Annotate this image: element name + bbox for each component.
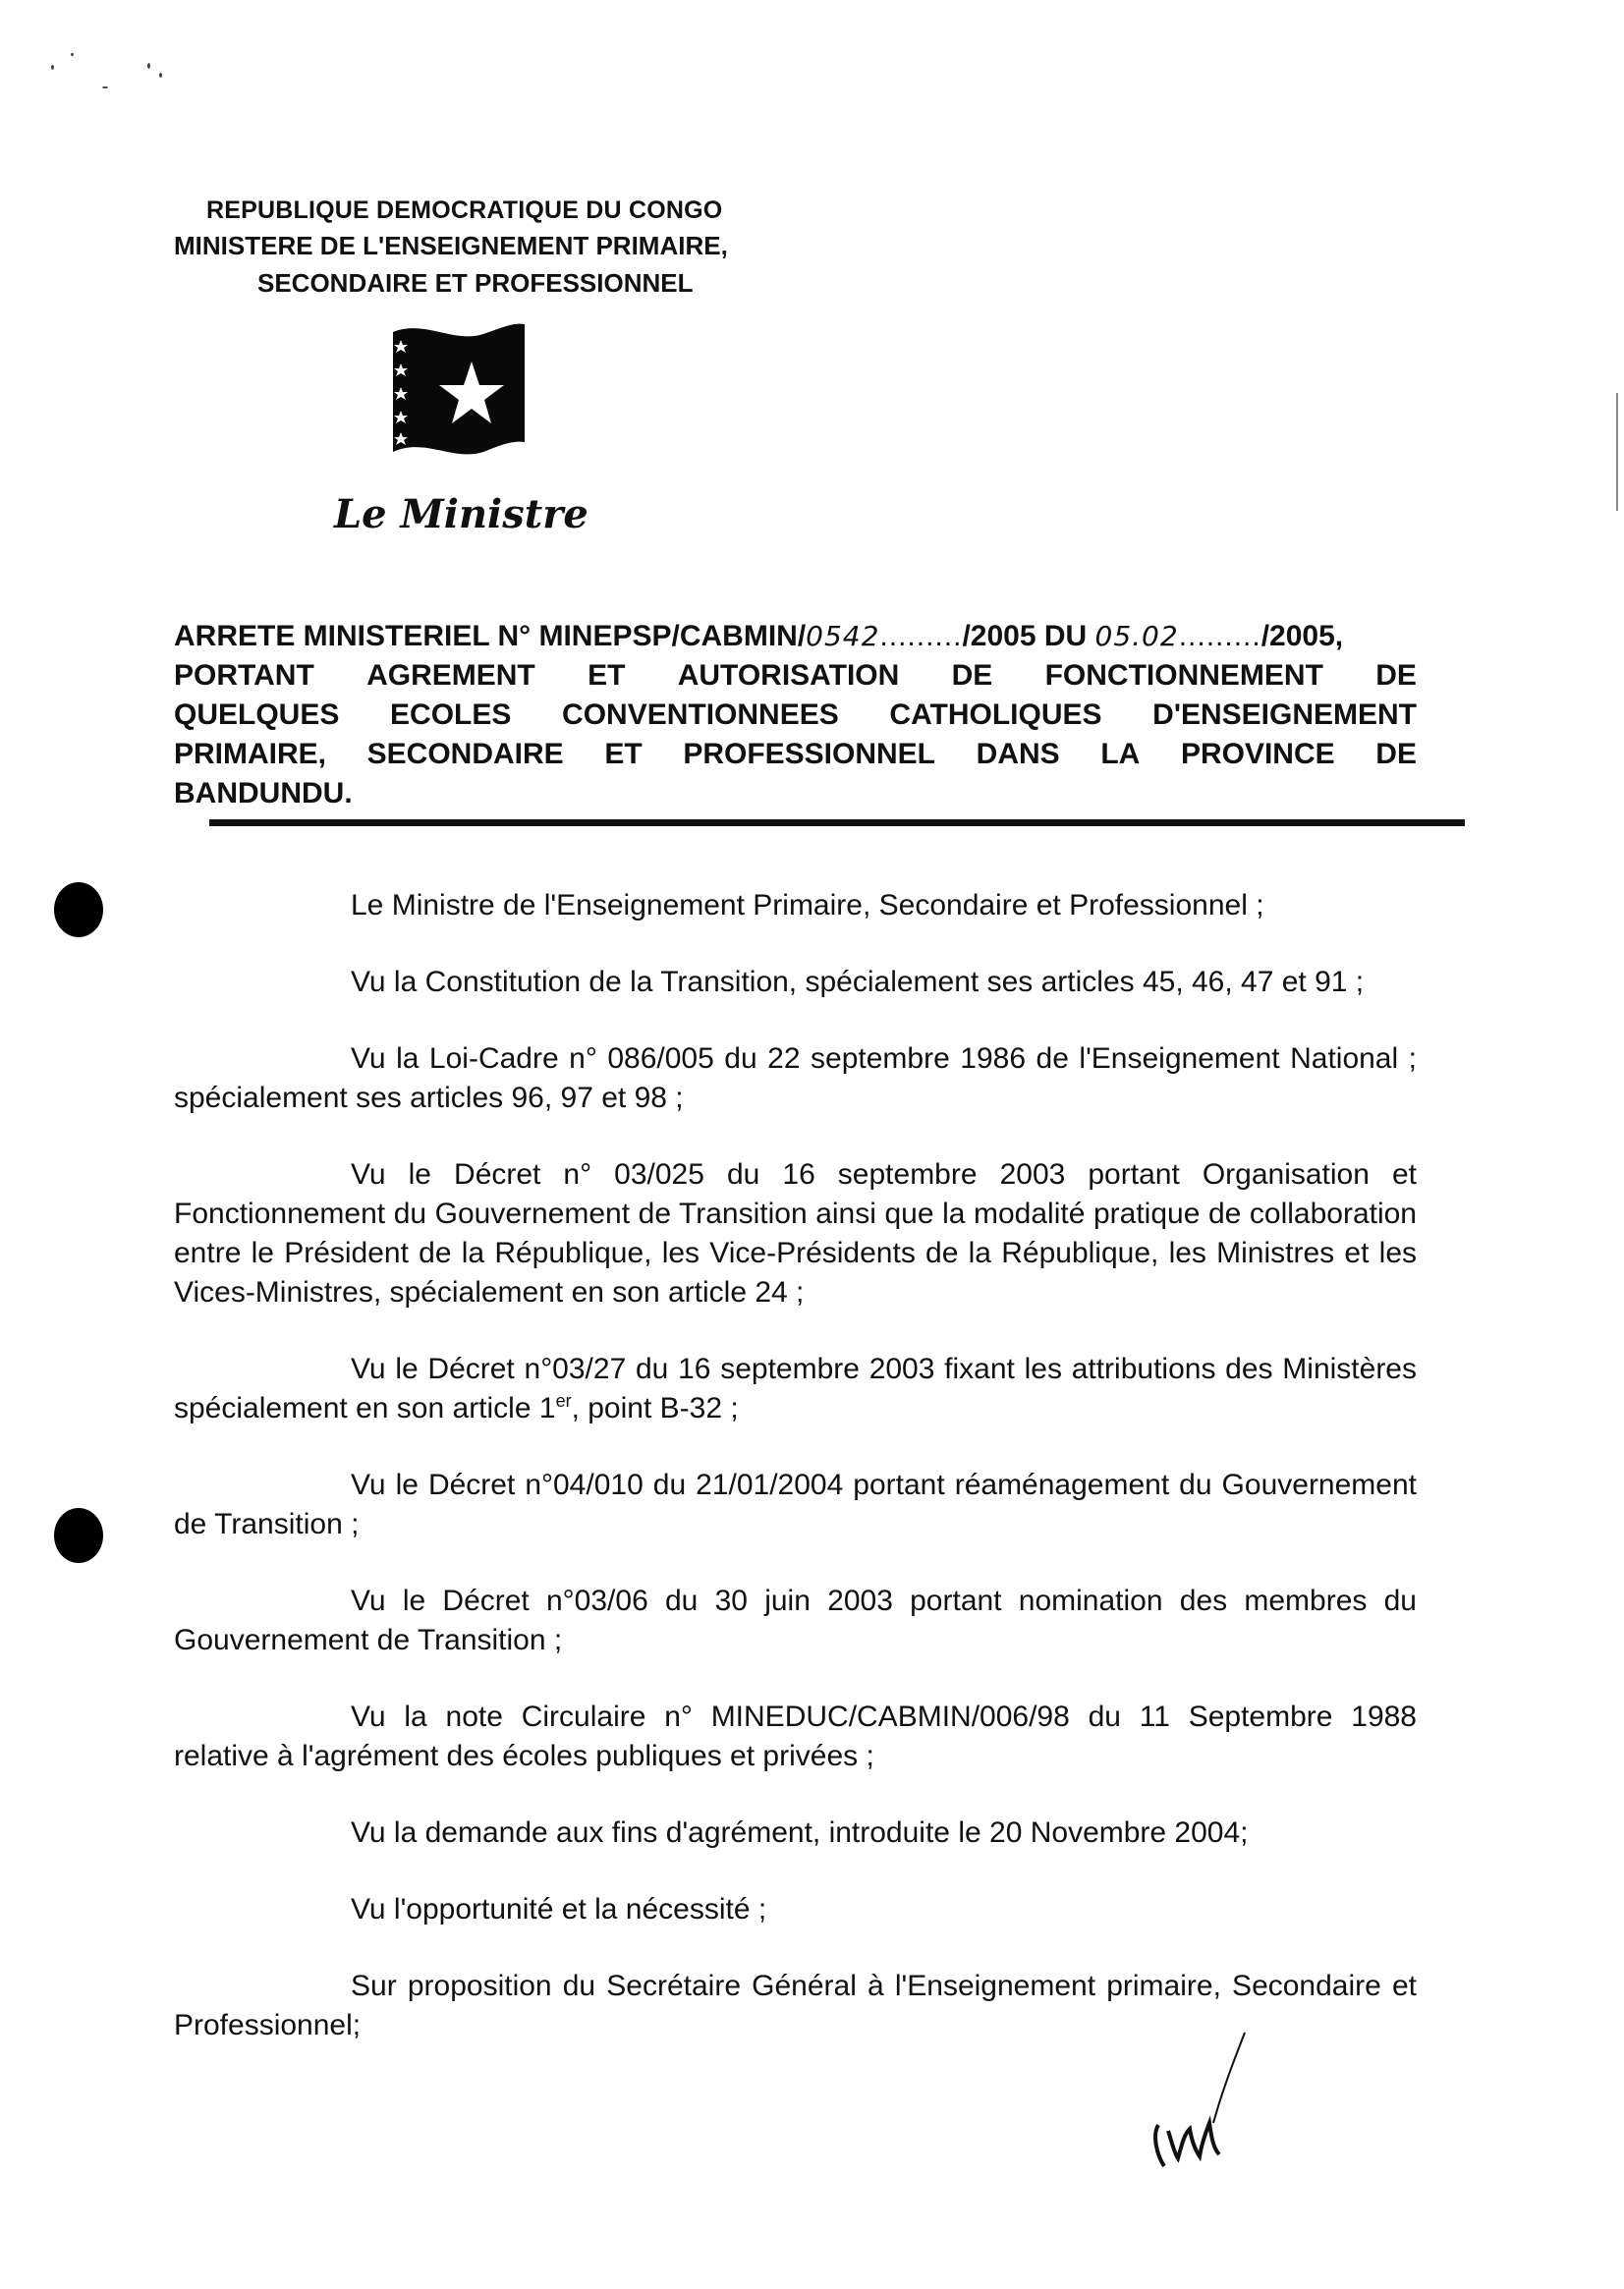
scan-speck <box>102 86 108 88</box>
country-name: REPUBLIQUE DEMOCRATIQUE DU CONGO <box>206 196 723 224</box>
handwritten-initials-icon <box>1145 2029 1253 2176</box>
decree-preamble <box>174 886 1417 2083</box>
flag-star-emblem-icon <box>385 314 532 472</box>
title-line-5: BANDUNDU. <box>174 777 353 810</box>
handwritten-number: 0542 <box>806 620 880 652</box>
scan-speck <box>51 65 54 70</box>
title-number-phrase: ARRETE MINISTERIEL N° MINEPSP/CABMIN/0542........./2005 DU 05.02........./2005, <box>174 620 1344 652</box>
title-line-2: PORTANT AGREMENT ET AUTORISATION DE FONCTIONNEMENT DE <box>174 659 1417 692</box>
preamble-paragraph: Vu le Décret n°03/06 du 30 juin 2003 portant nomination des membres du Gouvernement de Transition ; <box>174 1585 1417 1656</box>
preamble-paragraph: Vu la demande aux fins d'agrément, introduite le 20 Novembre 2004; <box>351 1816 1249 1849</box>
minister-heading: Le Ministre <box>334 491 588 537</box>
scan-speck <box>147 63 150 69</box>
ministry-name-line1: MINISTERE DE L'ENSEIGNEMENT PRIMAIRE, <box>174 231 728 260</box>
decree-title <box>174 617 1417 813</box>
punch-hole <box>54 882 103 937</box>
title-line-4: PRIMAIRE, SECONDAIRE ET PROFESSIONNEL DANS LA PROVINCE DE <box>174 738 1417 770</box>
handwritten-date: 05.02 <box>1094 620 1179 652</box>
preamble-paragraph: Vu la note Circulaire n° MINEDUC/CABMIN/006/98 du 11 Septembre 1988 relative à l'agrément des écoles publiques et privées ; <box>174 1701 1417 1772</box>
preamble-paragraph: Vu la Loi-Cadre n° 086/005 du 22 septembre 1986 de l'Enseignement National ; spécialement ses articles 96, 97 et 98 ; <box>174 1042 1417 1114</box>
ministry-name-line2: SECONDAIRE ET PROFESSIONNEL <box>257 268 694 298</box>
title-line-3: QUELQUES ECOLES CONVENTIONNEES CATHOLIQUES D'ENSEIGNEMENT <box>174 698 1417 731</box>
preamble-paragraph: Vu la Constitution de la Transition, spécialement ses articles 45, 46, 47 et 91 ; <box>351 966 1365 998</box>
preamble-paragraph: Vu le Décret n°04/010 du 21/01/2004 portant réaménagement du Gouvernement de Transition ; <box>174 1469 1417 1540</box>
punch-hole <box>54 1508 103 1563</box>
scan-speck <box>71 53 74 56</box>
preamble-paragraph: Vu le Décret n°03/27 du 16 septembre 2003 fixant les attributions des Ministères spécialement en son article 1er, point B-32 ; <box>174 1353 1417 1424</box>
preamble-paragraph: Le Ministre de l'Enseignement Primaire, Secondaire et Professionnel ; <box>351 889 1264 921</box>
preamble-paragraph: Sur proposition du Secrétaire Général à l'Enseignement primaire, Secondaire et Professionnel; <box>174 1970 1417 2041</box>
scan-edge-mark <box>1616 393 1618 511</box>
scan-speck <box>159 73 162 78</box>
preamble-paragraph: Vu le Décret n° 03/025 du 16 septembre 2003 portant Organisation et Fonctionnement du Gouvernement de Transition ainsi que la modalité pratique de collaboration entre le Président de la République, les Vice-Présidents de la République, les Ministres et les Vices-Ministres, spécialement en son article 24 ; <box>174 1158 1417 1309</box>
title-divider <box>209 819 1465 826</box>
title-line-1 <box>174 617 1417 656</box>
preamble-paragraph: Vu l'opportunité et la nécessité ; <box>351 1893 767 1926</box>
